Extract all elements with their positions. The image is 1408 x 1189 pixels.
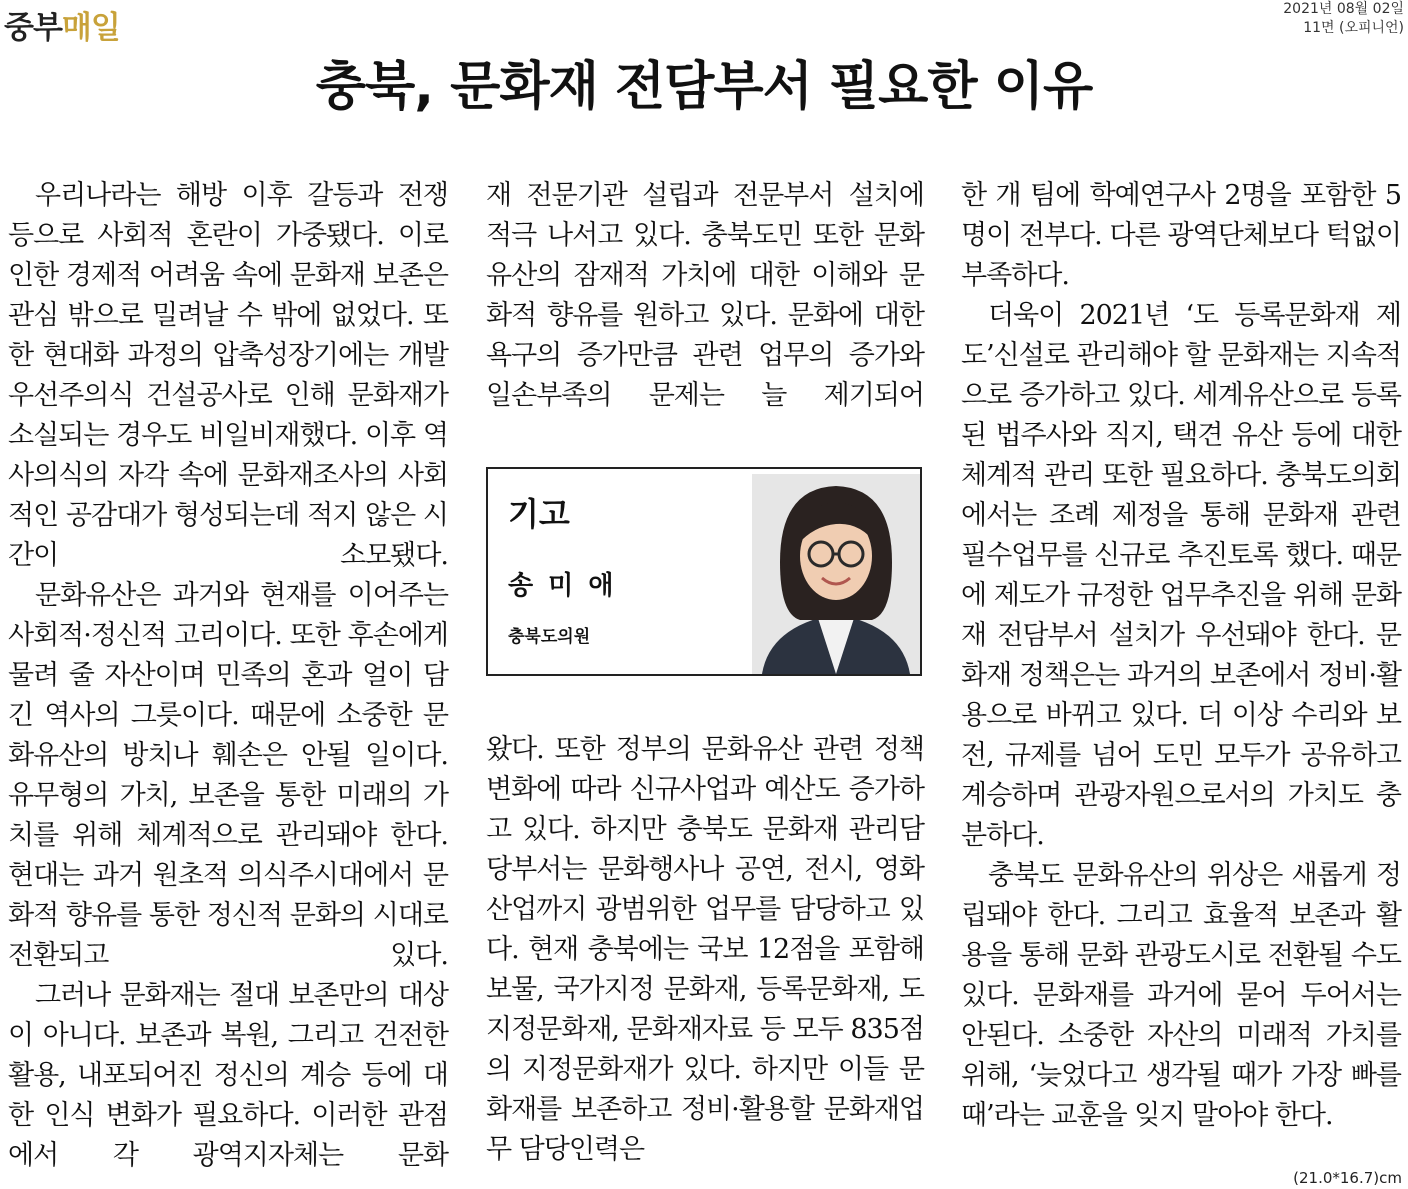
author-portrait-icon <box>752 474 920 674</box>
column-2-top <box>486 176 924 416</box>
page-section: 11면 (오피니언) <box>1303 20 1404 36</box>
paragraph: 더욱이 2021년 ‘도 등록문화재 제도’신설로 관리해야 할 문화재는 지속적으로 증가하고 있다. 세계유산으로 등록된 법주사와 직지, 택견 유산 등에 대한 체계적 관리 또한 필요하다. 충북도의회에서는 조례 제정을 통해 문화재 관련 필수업무를 신규로 추진토록 했다. 때문에 제도가 규정한 업무추진을 위해 문화재 전담부서 설치가 우선돼야 한다. 문화재 정책은는 과거의 보존에서 정비·활용으로 바뀌고 있다. 더 이상 수리와 보전, 규제를 넘어 도민 모두가 공유하고 계승하며 관광자원으로서의 가치도 충분하다. <box>961 300 1401 851</box>
paragraph: 한 개 팀에 학예연구사 2명을 포함한 5명이 전부다. 다른 광역단체보다 턱없이 부족하다. <box>961 180 1401 291</box>
column-2-bottom <box>486 730 924 1170</box>
byline-label: 기고 <box>508 495 570 533</box>
paragraph: 재 전문기관 설립과 전문부서 설치에 적극 나서고 있다. 충북도민 또한 문화유산의 잠재적 가치에 대한 이해와 문화적 향유를 원하고 있다. 문화에 대한 욕구의 증가만큼 관련 업무의 증가와 일손부족의 문제는 늘 제기되어 <box>486 180 924 411</box>
publication-meta <box>1283 0 1404 38</box>
paragraph: 왔다. 또한 정부의 문화유산 관련 정책 변화에 따라 신규사업과 예산도 증가하고 있다. 하지만 충북도 문화재 관리담당부서는 문화행사나 공연, 전시, 영화산업까지 광범위한 업무를 담당하고 있다. 현재 충북에는 국보 12점을 포함해 보물, 국가지정 문화재, 등록문화재, 도 지정문화재, 문화재자료 등 모두 835점의 지정문화재가 있다. 하지만 이들 문화재를 보존하고 정비·활용할 문화재업무 담당인력은 <box>486 734 924 1165</box>
paragraph: 그러나 문화재는 절대 보존만의 대상이 아니다. 보존과 복원, 그리고 건전한 활용, 내포되어진 정신의 계승 등에 대한 인식 변화가 필요하다. 이러한 관점에서 각 광역지자체는 문화 <box>8 980 448 1171</box>
column-1 <box>8 176 448 1176</box>
logo-accent-text: 매일 <box>61 10 120 46</box>
paragraph: 우리나라는 해방 이후 갈등과 전쟁 등으로 사회적 혼란이 가중됐다. 이로 인한 경제적 어려움 속에 문화재 보존은 관심 밖으로 밀려날 수 밖에 없었다. 또한 현대화 과정의 압축성장기에는 개발 우선주의식 건설공사로 인해 문화재가 소실되는 경우도 비일비재했다. 이후 역사의식의 자각 속에 문화재조사의 사회적인 공감대가 형성되는데 적지 않은 시간이 소모됐다. <box>8 180 448 571</box>
publication-date: 2021년 08월 02일 <box>1283 1 1404 17</box>
headline: 충북, 문화재 전담부서 필요한 이유 <box>315 57 1093 117</box>
author-role: 충북도의원 <box>508 627 591 647</box>
paragraph: 충북도 문화유산의 위상은 새롭게 정립돼야 한다. 그리고 효율적 보존과 활용을 통해 문화 관광도시로 전환될 수도 있다. 문화재를 과거에 묻어 두어서는 안된다. 소중한 자산의 미래적 가치를 위해, ‘늦었다고 생각될 때가 가장 빠를 때’라는 교훈을 잊지 말아야 한다. <box>961 860 1401 1131</box>
newspaper-logo <box>4 2 120 47</box>
paragraph: 문화유산은 과거와 현재를 이어주는 사회적·정신적 고리이다. 또한 후손에게 물려 줄 자산이며 민족의 혼과 얼이 담긴 역사의 그릇이다. 때문에 소중한 문화유산의 방치나 훼손은 안될 일이다. 유무형의 가치, 보존을 통한 미래의 가치를 위해 체계적으로 관리돼야 한다. 현대는 과거 원초적 의식주시대에서 문화적 향유를 통한 정신적 문화의 시대로 전환되고 있다. <box>8 580 448 971</box>
logo-main-text: 중부 <box>4 10 62 46</box>
column-3 <box>961 176 1401 1136</box>
author-photo <box>752 474 920 674</box>
size-note: (21.0*16.7)cm <box>1293 1169 1402 1187</box>
byline-box <box>486 467 922 676</box>
author-name: 송 미 애 <box>508 571 617 601</box>
